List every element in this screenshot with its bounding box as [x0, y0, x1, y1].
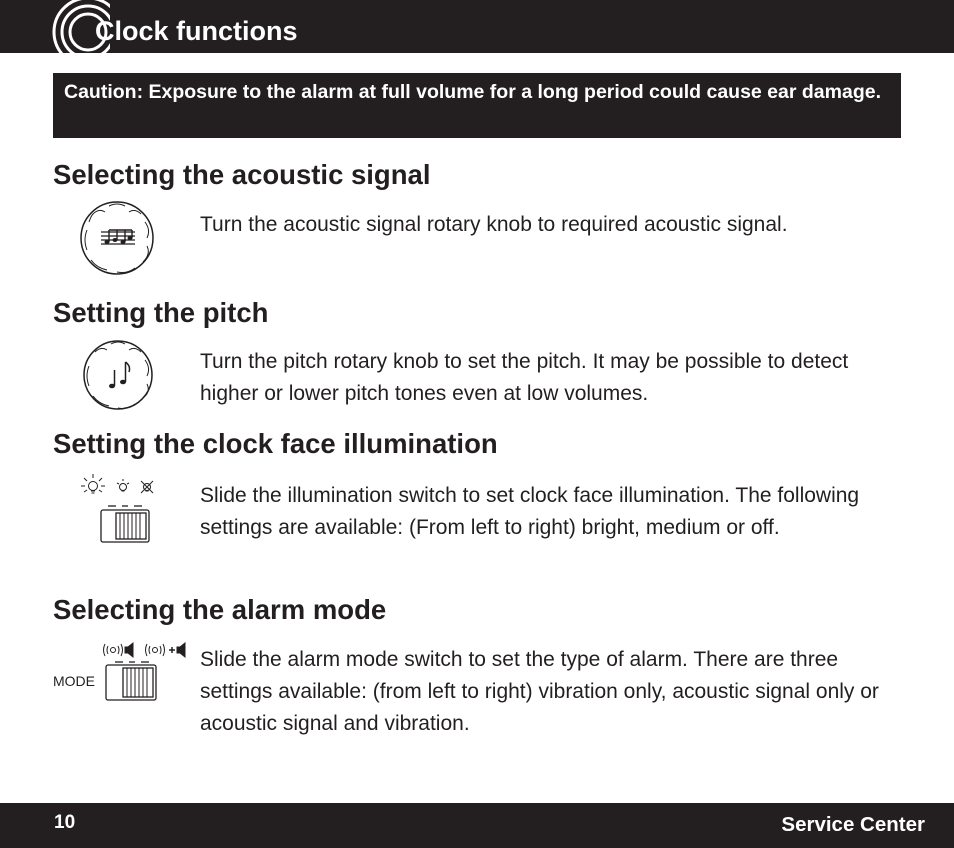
illumination-switch-icon	[76, 472, 162, 546]
pitch-knob-icon	[81, 338, 155, 412]
alarm-mode-switch	[53, 638, 193, 704]
page-title: Clock functions	[95, 16, 298, 46]
section-text-pitch: Turn the pitch rotary knob to set the pitch. It may be possible to detect higher or lower pitch tones even at low volumes.	[200, 350, 849, 405]
footer-bar	[0, 803, 954, 848]
section-heading-acoustic-signal: Selecting the acoustic signal	[53, 159, 431, 190]
page-number: 10	[54, 812, 76, 833]
section-heading-alarm-mode: Selecting the alarm mode	[53, 594, 387, 625]
header-bar	[0, 0, 954, 53]
section-text-illumination: Slide the illumination switch to set clock face illumination. The following settings are available: (From left to right) bright, medium or off.	[200, 484, 860, 539]
alarm-mode-switch-icon	[101, 638, 193, 704]
acoustic-signal-knob-icon	[79, 200, 159, 276]
section-heading-pitch: Setting the pitch	[53, 297, 269, 328]
footer-label: Service Center	[781, 813, 925, 836]
caution-box: Caution: Exposure to the alarm at full volume for a long period could cause ear damage.	[53, 73, 901, 138]
section-heading-illumination: Setting the clock face illumination	[53, 428, 498, 459]
section-text-alarm-mode: Slide the alarm mode switch to set the type of alarm. There are three settings available: (from left to right) vibration only, acoustic signal only or acoustic signal and vibration.	[200, 648, 879, 735]
mode-switch-label: MODE	[53, 673, 95, 689]
section-text-acoustic-signal: Turn the acoustic signal rotary knob to required acoustic signal.	[200, 213, 788, 236]
